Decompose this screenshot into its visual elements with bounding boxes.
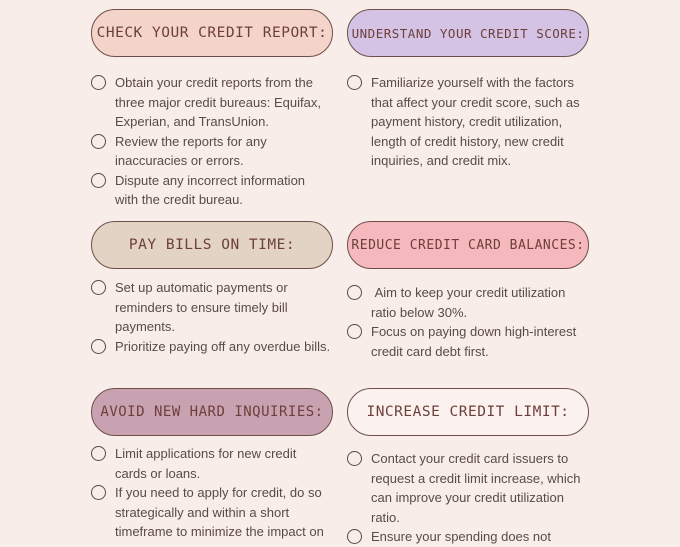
- list-item: [91, 278, 341, 337]
- check-credit-report-heading: [91, 9, 333, 57]
- list-item-text: Focus on paying down high-interest credit card debt first.: [371, 324, 577, 359]
- avoid-inquiries-list: [91, 444, 341, 542]
- checkbox-circle-icon[interactable]: [347, 451, 362, 466]
- list-item: [91, 171, 341, 210]
- reduce-balances-heading: [347, 221, 589, 269]
- list-item: [347, 322, 597, 361]
- pay-bills-heading: [91, 221, 333, 269]
- checkbox-circle-icon[interactable]: [91, 173, 106, 188]
- list-item: [347, 73, 597, 171]
- list-item: [347, 283, 597, 322]
- checkbox-circle-icon[interactable]: [91, 339, 106, 354]
- understand-credit-score-list: [347, 73, 597, 171]
- list-item-text: Review the reports for any inaccuracies or errors.: [115, 133, 267, 168]
- increase-limit-title: INCREASE CREDIT LIMIT:: [366, 404, 570, 420]
- reduce-balances-title: REDUCE CREDIT CARD BALANCES:: [351, 237, 585, 253]
- checkbox-circle-icon[interactable]: [91, 134, 106, 149]
- section-understand-credit-score: [347, 9, 597, 171]
- list-item-text: Obtain your credit reports from the three major credit bureaus: Equifax, Experian, and TransUnion.: [115, 75, 321, 129]
- section-reduce-balances: [347, 221, 597, 361]
- avoid-inquiries-heading: [91, 388, 333, 436]
- section-increase-limit: [347, 388, 597, 547]
- list-item: [91, 73, 341, 132]
- increase-limit-list: [347, 449, 597, 547]
- checkbox-circle-icon[interactable]: [347, 324, 362, 339]
- checkbox-circle-icon[interactable]: [91, 446, 106, 461]
- list-item-text: Ensure your spending does not: [371, 529, 551, 544]
- list-item-text: Prioritize paying off any overdue bills.: [115, 338, 331, 354]
- list-item: [91, 337, 341, 357]
- pay-bills-list: [91, 278, 341, 356]
- checkbox-circle-icon[interactable]: [347, 75, 362, 90]
- list-item-text: Limit applications for new credit cards or loans.: [115, 446, 297, 481]
- list-item: [91, 483, 341, 542]
- list-item-text: If you need to apply for credit, do so strategically and within a short timeframe to minimize the impact on: [115, 485, 324, 539]
- reduce-balances-list: [347, 283, 597, 361]
- list-item: [91, 444, 341, 483]
- increase-limit-heading: [347, 388, 589, 436]
- checkbox-circle-icon[interactable]: [91, 280, 106, 295]
- understand-credit-score-heading: [347, 9, 589, 57]
- section-avoid-inquiries: [91, 388, 341, 542]
- list-item-text: Aim to keep your credit utilization ratio below 30%.: [371, 285, 570, 320]
- list-item-text: Familiarize yourself with the factors that affect your credit score, such as payment history, credit utilization, length of credit history, new credit inquiries, and credit mix.: [371, 75, 580, 168]
- check-credit-report-list: [91, 73, 341, 210]
- checkbox-circle-icon[interactable]: [347, 529, 362, 544]
- list-item-text: Contact your credit card issuers to request a credit limit increase, which can improve your credit utilization ratio.: [371, 451, 581, 525]
- list-item-text: Set up automatic payments or reminders to ensure timely bill payments.: [115, 280, 288, 334]
- checkbox-circle-icon[interactable]: [347, 285, 362, 300]
- checkbox-circle-icon[interactable]: [91, 485, 106, 500]
- section-pay-bills: [91, 221, 341, 356]
- list-item: [347, 527, 597, 547]
- pay-bills-title: PAY BILLS ON TIME:: [128, 237, 296, 253]
- list-item: [347, 449, 597, 527]
- section-check-credit-report: [91, 9, 341, 210]
- checkbox-circle-icon[interactable]: [91, 75, 106, 90]
- check-credit-report-title: CHECK YOUR CREDIT REPORT:: [96, 25, 328, 41]
- avoid-inquiries-title: AVOID NEW HARD INQUIRIES:: [100, 404, 324, 420]
- list-item: [91, 132, 341, 171]
- understand-credit-score-title: UNDERSTAND YOUR CREDIT SCORE:: [351, 25, 585, 41]
- list-item-text: Dispute any incorrect information with the credit bureau.: [115, 172, 306, 207]
